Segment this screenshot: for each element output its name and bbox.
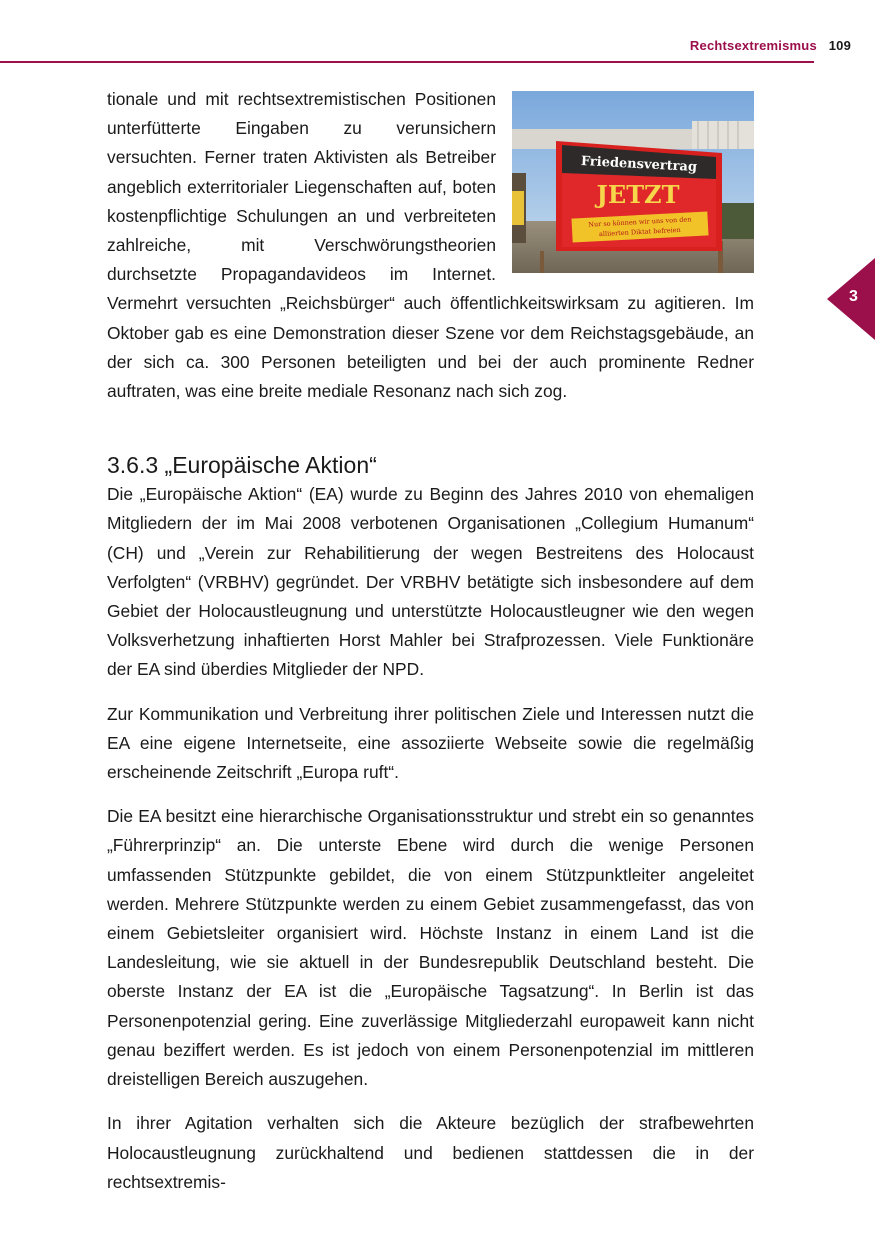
paragraph-ea-communication: Zur Kommunikation und Verbreitung ihrer politischen Ziele und Interessen nutzt die EA eine eigene Internetseite, eine assoziierte Webseite sowie die regelmäßig erscheinende Zeitschrift „Europa ruft“. <box>107 703 754 783</box>
running-header <box>690 38 851 53</box>
page-content <box>107 85 754 1197</box>
chapter-tab <box>827 258 875 340</box>
section-heading: 3.6.3 „Europäische Aktion“ <box>107 452 377 479</box>
paragraph-ea-founding: Die „Europäische Aktion“ (EA) wurde zu Beginn des Jahres 2010 von ehemaligen Mitgliedern der im Mai 2008 verbotenen Organisationen „Collegium Humanum“ (CH) und „Verein zur Rehabilitierung der wegen Bestreitens des Holocaust Verfolgten“ (VRBHV) gegründet. Der VRBHV betätigte sich insbesondere auf dem Gebiet der Holocaustleugnung und unterstützte Holocaustleugner wie den wegen Volksverhetzung inhaftierten Horst Mahler bei Strafprozessen. Viele Funktionäre der EA sind überdies Mitglieder der NPD. <box>107 484 754 680</box>
sign-line-3: Nur so können wir uns von den <box>588 215 692 229</box>
sign-line-2: JETZT <box>596 180 680 209</box>
page-number: 109 <box>828 38 851 53</box>
demonstration-photo <box>512 91 754 273</box>
section-title: Rechtsextremismus <box>689 38 817 53</box>
header-rule <box>0 61 814 63</box>
intro-paragraph: tionale und mit rechtsextremistischen Positionen unterfütterte Eingaben zu verunsichern versuchten. Ferner traten Aktivisten als Betreiber angeblich exterritorialer Liegenschaften auf, boten kostenpflichtige Schulungen an und verbreiteten zahlreiche, mit Verschwörungstheorien durchsetzte Propagandavideos im Internet. Vermehrt versuchten „Reichsbürger“ auch öffentlichkeitswirksam zu agitieren. Im Oktober gab es eine Demonstration dieser Szene vor dem Reichstagsgebäude, an der sich ca. 300 Personen beteiligten und bei der auch prominente Redner auftraten, was eine breite mediale Resonanz nach sich zog. <box>107 89 754 402</box>
paragraph-ea-structure: Die EA besitzt eine hierarchische Organisationsstruktur und strebt ein so genanntes „Führerprinzip“ an. Die unterste Ebene wird durch die wenige Personen umfassenden Stützpunkte gebildet, die von einem Stützpunktleiter angeleitet werden. Mehrere Stützpunkte werden zu einem Gebiet zusammengefasst, das von einem Gebietsleiter organisiert wird. Höchste Instanz in einem Land ist die Landesleitung, wie sie aktuell in der Bundesrepublik Deutschland besteht. Die oberste Instanz der EA ist die „Europäische Tagsatzung“. In Berlin ist das Personenpotenzial gering. Eine zuverlässige Mitgliederzahl europaweit kann nicht genau beziffert werden. Es ist jedoch von einem Personenpotenzial im mittleren dreistelligen Bereich auszugehen. <box>107 806 754 1090</box>
paragraph-ea-agitation: In ihrer Agitation verhalten sich die Akteure bezüglich der strafbewehrten Holocaustleugnung zurückhaltend und bedienen stattdessen die in der rechtsextremis- <box>107 1113 754 1192</box>
chapter-number: 3 <box>849 288 858 305</box>
sign-line-4: alliierten Diktat befreien <box>598 225 681 239</box>
sign-line-1: Friedensvertrag <box>580 153 698 176</box>
photo-illustration <box>512 91 754 273</box>
